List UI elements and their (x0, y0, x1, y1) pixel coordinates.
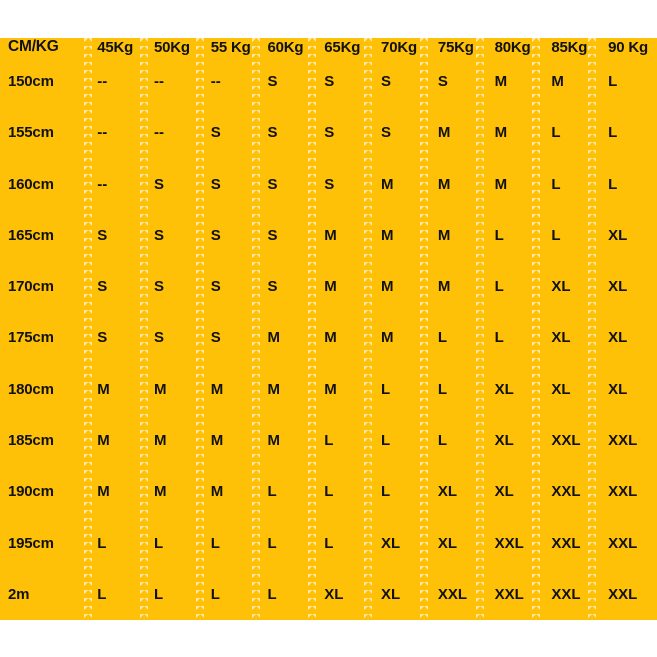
cell-195cm-70kg: XL (381, 534, 401, 552)
cell-195cm-45kg: L (97, 534, 107, 552)
cell-155cm-75kg: M (437, 124, 451, 142)
cell-160cm-80kg: M (494, 175, 508, 193)
cell-155cm-55kg: S (210, 124, 221, 142)
size-chart-table (0, 38, 657, 620)
header-row (0, 38, 657, 56)
cell-175cm-60kg: M (267, 329, 281, 347)
cell-160cm-90kg: L (608, 175, 618, 193)
table-row (0, 56, 657, 107)
cell-170cm-75kg: M (437, 278, 451, 296)
cell-195cm-75kg: XL (437, 534, 457, 552)
cell-150cm-80kg: M (494, 73, 508, 91)
table-row (0, 466, 657, 517)
column-header-90kg: 90 Kg (608, 38, 648, 56)
cell-2m-65kg: XL (324, 585, 344, 603)
table-header (0, 38, 657, 56)
cell-170cm-45kg: S (97, 278, 108, 296)
cell-175cm-65kg: M (324, 329, 337, 347)
row-label-185cm: 185cm (8, 431, 54, 449)
cell-165cm-45kg: S (97, 226, 108, 244)
cell-190cm-65kg: L (324, 483, 334, 501)
cell-175cm-85kg: XL (551, 329, 571, 347)
cell-165cm-90kg: XL (608, 226, 628, 244)
cell-195cm-90kg: XXL (608, 534, 638, 552)
table-row (0, 107, 657, 158)
cell-160cm-50kg: S (153, 175, 164, 193)
column-header-60kg: 60Kg (267, 38, 304, 56)
cell-180cm-50kg: M (153, 380, 167, 398)
cell-175cm-90kg: XL (608, 329, 628, 347)
cell-195cm-85kg: XXL (551, 534, 581, 552)
column-header-45kg: 45Kg (97, 38, 134, 56)
column-header-85kg: 85Kg (551, 38, 588, 56)
cell-180cm-90kg: XL (608, 380, 628, 398)
cell-150cm-75kg: S (437, 73, 448, 91)
cell-185cm-60kg: M (267, 431, 281, 449)
cell-150cm-55kg: -- (210, 73, 221, 91)
cell-2m-85kg: XXL (551, 585, 581, 603)
cell-195cm-50kg: L (153, 534, 164, 552)
column-header-70kg: 70Kg (381, 38, 417, 56)
cell-155cm-85kg: L (551, 124, 561, 142)
cell-180cm-60kg: M (267, 380, 281, 398)
cell-185cm-65kg: L (324, 431, 334, 449)
cell-190cm-85kg: XXL (551, 483, 581, 501)
cell-165cm-80kg: L (494, 226, 504, 244)
corner-label: CM/KG (8, 38, 59, 55)
table-row (0, 261, 657, 312)
cell-185cm-85kg: XXL (551, 431, 581, 449)
cell-175cm-45kg: S (97, 329, 108, 347)
cell-185cm-70kg: L (381, 431, 391, 449)
cell-170cm-55kg: S (210, 278, 221, 296)
cell-155cm-80kg: M (494, 124, 508, 142)
cell-160cm-55kg: S (210, 175, 221, 193)
cell-190cm-90kg: XXL (608, 483, 638, 501)
cell-155cm-45kg: -- (97, 124, 108, 142)
cell-190cm-80kg: XL (494, 483, 514, 501)
cell-180cm-65kg: M (324, 380, 337, 398)
cell-180cm-70kg: L (381, 380, 391, 398)
row-label-155cm: 155cm (8, 124, 54, 142)
row-label-180cm: 180cm (8, 380, 54, 398)
table-row (0, 517, 657, 568)
cell-160cm-60kg: S (267, 175, 278, 193)
cell-170cm-50kg: S (153, 278, 164, 296)
column-header-80kg: 80Kg (494, 38, 531, 56)
table-row (0, 415, 657, 466)
cell-170cm-60kg: S (267, 278, 278, 296)
cell-190cm-70kg: L (381, 483, 391, 501)
cell-170cm-80kg: L (494, 278, 504, 296)
cell-180cm-80kg: XL (494, 380, 514, 398)
cell-165cm-50kg: S (153, 226, 164, 244)
cell-150cm-50kg: -- (153, 73, 164, 91)
row-label-195cm: 195cm (8, 534, 54, 552)
cell-155cm-90kg: L (608, 124, 618, 142)
size-chart-panel (0, 38, 657, 620)
cell-190cm-50kg: M (153, 483, 167, 501)
column-header-55kg: 55 Kg (210, 38, 251, 56)
cell-150cm-65kg: S (324, 73, 335, 91)
table-row (0, 364, 657, 415)
table-row (0, 312, 657, 363)
cell-195cm-80kg: XXL (494, 534, 524, 552)
cell-155cm-50kg: -- (153, 124, 164, 142)
cell-160cm-75kg: M (437, 175, 451, 193)
cell-175cm-55kg: S (210, 329, 221, 347)
cell-180cm-75kg: L (437, 380, 447, 398)
table-row (0, 159, 657, 210)
cell-185cm-80kg: XL (494, 431, 514, 449)
column-header-50kg: 50Kg (153, 38, 190, 56)
cell-175cm-70kg: M (381, 329, 394, 347)
cell-150cm-85kg: M (551, 73, 564, 91)
cell-170cm-65kg: M (324, 278, 337, 296)
cell-185cm-55kg: M (210, 431, 224, 449)
cell-165cm-75kg: M (437, 226, 451, 244)
column-header-65kg: 65Kg (324, 38, 361, 56)
row-label-160cm: 160cm (8, 175, 54, 193)
cell-190cm-45kg: M (97, 483, 110, 501)
cell-195cm-65kg: L (324, 534, 334, 552)
cell-180cm-45kg: M (97, 380, 110, 398)
cell-185cm-45kg: M (97, 431, 110, 449)
cell-150cm-70kg: S (381, 73, 392, 91)
cell-155cm-60kg: S (267, 124, 278, 142)
cell-155cm-65kg: S (324, 124, 335, 142)
cell-160cm-65kg: S (324, 175, 335, 193)
cell-165cm-65kg: M (324, 226, 337, 244)
cell-170cm-90kg: XL (608, 278, 628, 296)
cell-160cm-45kg: -- (97, 175, 108, 193)
cell-165cm-60kg: S (267, 226, 278, 244)
cell-155cm-70kg: S (381, 124, 392, 142)
cell-2m-90kg: XXL (608, 585, 638, 603)
cell-160cm-70kg: M (381, 175, 394, 193)
row-label-165cm: 165cm (8, 226, 54, 244)
cell-180cm-55kg: M (210, 380, 224, 398)
cell-160cm-85kg: L (551, 175, 561, 193)
row-label-175cm: 175cm (8, 329, 54, 347)
cell-170cm-85kg: XL (551, 278, 571, 296)
cell-195cm-55kg: L (210, 534, 220, 552)
table-row (0, 210, 657, 261)
table-body (0, 56, 657, 620)
cell-2m-50kg: L (153, 585, 164, 603)
cell-2m-60kg: L (267, 585, 277, 603)
cell-185cm-50kg: M (153, 431, 167, 449)
cell-170cm-70kg: M (381, 278, 394, 296)
cell-2m-45kg: L (97, 585, 107, 603)
cell-175cm-50kg: S (153, 329, 164, 347)
cell-2m-55kg: L (210, 585, 220, 603)
cell-165cm-70kg: M (381, 226, 394, 244)
cell-190cm-75kg: XL (437, 483, 457, 501)
row-label-170cm: 170cm (8, 278, 54, 296)
cell-150cm-45kg: -- (97, 73, 108, 91)
cell-2m-75kg: XXL (437, 585, 467, 603)
cell-175cm-75kg: L (437, 329, 447, 347)
table-row (0, 569, 657, 620)
cell-2m-80kg: XXL (494, 585, 524, 603)
cell-190cm-60kg: L (267, 483, 277, 501)
row-label-150cm: 150cm (8, 73, 54, 91)
cell-165cm-85kg: L (551, 226, 561, 244)
cell-195cm-60kg: L (267, 534, 277, 552)
cell-180cm-85kg: XL (551, 380, 571, 398)
cell-165cm-55kg: S (210, 226, 221, 244)
cell-175cm-80kg: L (494, 329, 504, 347)
column-header-75kg: 75Kg (437, 38, 474, 56)
cell-150cm-90kg: L (608, 73, 618, 91)
cell-185cm-75kg: L (437, 431, 447, 449)
cell-2m-70kg: XL (381, 585, 401, 603)
row-label-190cm: 190cm (8, 483, 54, 501)
cell-185cm-90kg: XXL (608, 431, 638, 449)
cell-190cm-55kg: M (210, 483, 224, 501)
row-label-2m: 2m (8, 585, 30, 603)
cell-150cm-60kg: S (267, 73, 278, 91)
